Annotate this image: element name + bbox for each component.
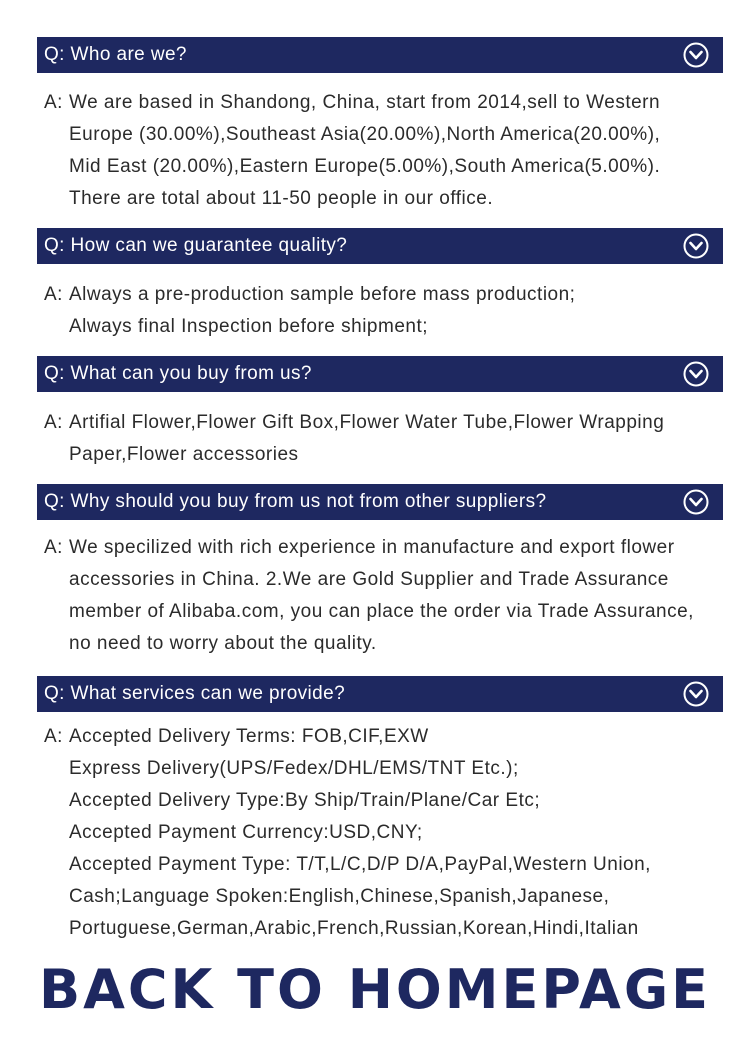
faq-answer-line: Paper,Flower accessories <box>69 444 299 465</box>
faq-answer-line: There are total about 11-50 people in our office. <box>69 188 494 209</box>
faq-question-bar[interactable] <box>37 37 723 73</box>
faq-question-bar[interactable] <box>37 228 723 264</box>
faq-answer-line: Accepted Delivery Type:By Ship/Train/Plane/Car Etc; <box>69 790 541 811</box>
faq-question-text: Q: What can you buy from us? <box>44 363 312 384</box>
chevron-down-circle-icon[interactable] <box>683 42 709 68</box>
faq-question-text: Q: Who are we? <box>44 44 187 65</box>
faq-answer-line: Accepted Payment Currency:USD,CNY; <box>69 822 423 843</box>
faq-answer-prefix: A: <box>44 726 63 747</box>
faq-answer-line: We specilized with rich experience in manufacture and export flower <box>69 537 675 558</box>
faq-answer-line: Europe (30.00%),Southeast Asia(20.00%),North America(20.00%), <box>69 124 661 145</box>
faq-answer-line: Accepted Delivery Terms: FOB,CIF,EXW <box>69 726 429 747</box>
faq-question-bar[interactable] <box>37 676 723 712</box>
faq-answer-text <box>69 407 664 471</box>
faq-answer-line: Mid East (20.00%),Eastern Europe(5.00%),South America(5.00%). <box>69 156 661 177</box>
faq-question-text: Q: How can we guarantee quality? <box>44 235 348 256</box>
faq-answer-line: accessories in China. 2.We are Gold Supplier and Trade Assurance <box>69 569 669 590</box>
faq-answer-text <box>69 721 651 945</box>
chevron-down-circle-icon[interactable] <box>683 361 709 387</box>
faq-answer-line: Portuguese,German,Arabic,French,Russian,Korean,Hindi,Italian <box>69 918 639 939</box>
chevron-down-circle-icon[interactable] <box>683 489 709 515</box>
faq-answer-line: no need to worry about the quality. <box>69 633 377 654</box>
faq-answer-line: We are based in Shandong, China, start from 2014,sell to Western <box>69 92 661 113</box>
faq-answer-line: member of Alibaba.com, you can place the order via Trade Assurance, <box>69 601 694 622</box>
faq-answer-prefix: A: <box>44 284 63 305</box>
faq-question-bar[interactable] <box>37 484 723 520</box>
faq-question-bar[interactable] <box>37 356 723 392</box>
faq-answer-text <box>69 87 660 215</box>
faq-answer-prefix: A: <box>44 92 63 113</box>
faq-answer-text <box>69 279 575 343</box>
faq-answer-line: Always a pre-production sample before mass production; <box>69 284 576 305</box>
faq-answer-line: Cash;Language Spoken:English,Chinese,Spanish,Japanese, <box>69 886 610 907</box>
back-to-homepage-link[interactable]: BACK TO HOMEPAGE <box>38 958 712 1021</box>
faq-answer-text <box>69 532 694 660</box>
faq-answer-prefix: A: <box>44 537 63 558</box>
faq-answer-line: Artifial Flower,Flower Gift Box,Flower Water Tube,Flower Wrapping <box>69 412 665 433</box>
faq-answer-line: Accepted Payment Type: T/T,L/C,D/P D/A,PayPal,Western Union, <box>69 854 651 875</box>
faq-answer-prefix: A: <box>44 412 63 433</box>
faq-question-text: Q: What services can we provide? <box>44 683 346 704</box>
faq-question-text: Q: Why should you buy from us not from other suppliers? <box>44 491 547 512</box>
faq-answer-line: Express Delivery(UPS/Fedex/DHL/EMS/TNT Etc.); <box>69 758 519 779</box>
chevron-down-circle-icon[interactable] <box>683 233 709 259</box>
chevron-down-circle-icon[interactable] <box>683 681 709 707</box>
faq-answer-line: Always final Inspection before shipment; <box>69 316 429 337</box>
